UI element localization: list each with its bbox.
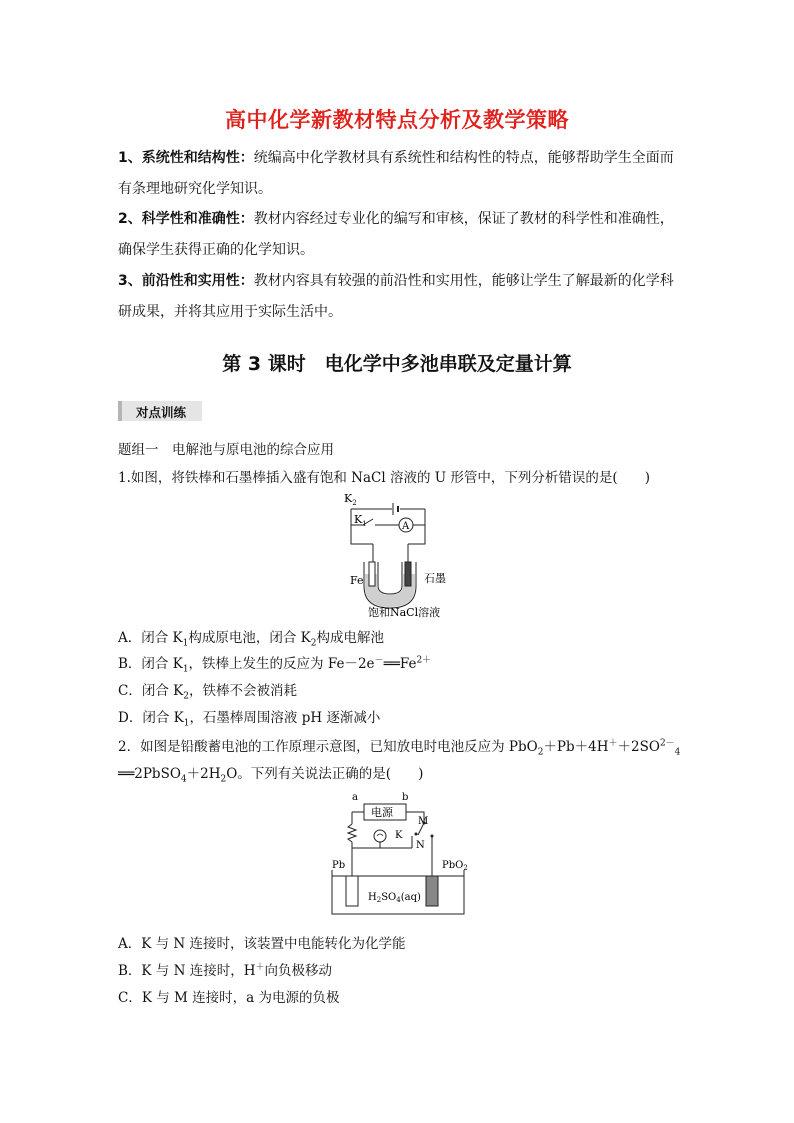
lesson-title: 第 3 课时 电化学中多池串联及定量计算 [222, 353, 572, 375]
q2-stem-line2: $══2PbSO_4+2H_2O$。下列有关说法正确的是( ) [118, 766, 424, 785]
section-tag: 对点训练 [118, 401, 202, 421]
point-3: 3、前沿性和实用性：教材内容具有较强的前沿性和实用性，能够让学生了解最新的化学科 研成果，并将其应用于实际生活中。 [118, 273, 674, 320]
group-title: 题组一 电解池与原电池的综合应用 [118, 442, 334, 458]
solution-label: 饱和NaCl溶液 [368, 606, 441, 618]
graphite-label: 石墨 [424, 572, 446, 585]
k2-label: $K_2$ [344, 492, 357, 507]
q1-option-a: A．闭合 $K_1$构成原电池，闭合 $K_2$构成电解池 [118, 630, 384, 649]
point-2: 2、科学性和准确性：教材内容经过专业化的编写和审核，保证了教材的科学性和准确性， 确保学生获得正确的化学知识。 [118, 211, 674, 258]
point-label: 3、前沿性和实用性： [118, 273, 254, 289]
pbo2-label: PbO$_2$ [442, 860, 468, 872]
power-source-label: 电源 [371, 806, 393, 819]
point-label: 2、科学性和准确性： [118, 211, 254, 227]
switch-k-label: K [395, 830, 403, 841]
q1-option-b: B．闭合 $K_1$，铁棒上发生的反应为 $Fe-2e^-══Fe^{2+}$ [118, 655, 432, 675]
q1-option-c: C．闭合 $K_2$，铁棒不会被消耗 [118, 683, 297, 702]
fe-label: Fe [350, 574, 364, 587]
k1-label: $K_1$ [354, 513, 367, 528]
q2-option-a: A．K 与 N 连接时，该装置中电能转化为化学能 [118, 936, 406, 952]
q2-stem-line1: 2．如图是铅酸蓄电池的工作原理示意图，已知放电时电池反应为 $PbO_2+Pb+4H^++2SO^{2-}_4$ [118, 738, 681, 758]
point-label: 1、系统性和结构性： [118, 150, 254, 166]
q2-figure [328, 790, 470, 920]
q1-option-d: D．闭合 $K_1$，石墨棒周围溶液 pH 逐渐减小 [118, 710, 381, 729]
contact-m-label: M [418, 816, 429, 827]
q2-option-b: B．K 与 N 连接时，H＋向负极移动 [118, 962, 332, 979]
q1-stem: 1.如图，将铁棒和石墨棒插入盛有饱和 NaCl 溶液的 U 形管中，下列分析错误的是( ) [118, 470, 650, 486]
terminal-a-label: a [352, 792, 358, 803]
electrolyte-label: $H_2SO_4(aq)$ [368, 892, 421, 904]
terminal-b-label: b [402, 792, 409, 803]
q1-figure [340, 490, 450, 618]
document-title: 高中化学新教材特点分析及教学策略 [225, 108, 569, 132]
q2-option-c: C．K 与 M 连接时，a 为电源的负极 [118, 990, 340, 1006]
ammeter-label: A [402, 521, 410, 532]
contact-n-label: N [416, 840, 425, 851]
point-1: 1、系统性和结构性：统编高中化学教材具有系统性和结构性的特点，能够帮助学生全面而 有条理地研究化学知识。 [118, 150, 674, 197]
pb-label: Pb [332, 860, 346, 871]
